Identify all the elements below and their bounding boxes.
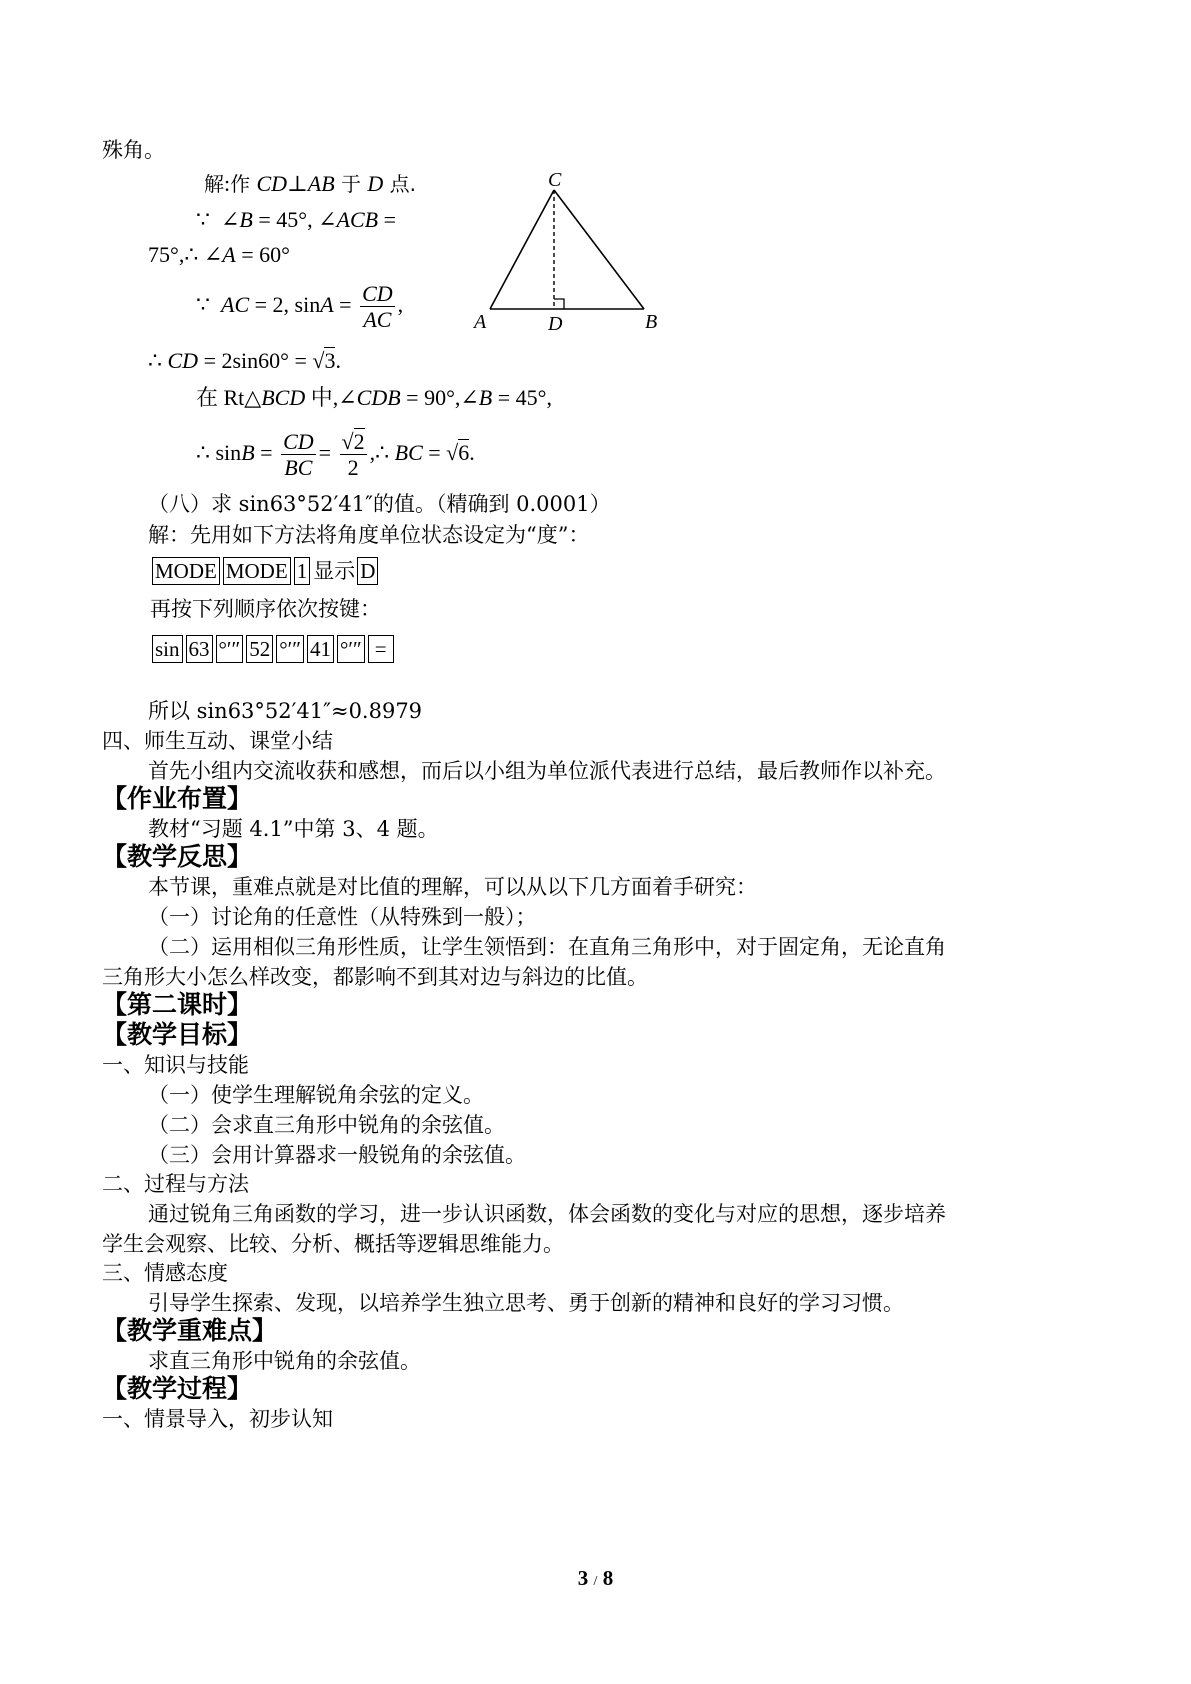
denominator: 2 — [347, 455, 359, 481]
text: = 2, sin — [249, 292, 321, 317]
sqrt-sign: √ — [446, 440, 459, 465]
process-item-1: 一、情景导入，初步认知 — [102, 1407, 333, 1431]
key-mode: MODE — [223, 557, 291, 585]
solution-line-6 — [196, 384, 552, 412]
segment-cd: CD — [167, 348, 199, 373]
key-dms: °′″ — [216, 635, 244, 663]
angle-cdb: CDB — [356, 385, 401, 410]
numerator — [340, 429, 367, 455]
text: = — [333, 292, 352, 317]
segment-ac: AC — [221, 292, 250, 317]
angle-acb: ∠ACB — [318, 207, 379, 232]
solution-line-5 — [148, 347, 341, 375]
key-points-body: 求直三角形中锐角的余弦值。 — [148, 1349, 421, 1373]
denominator: AC — [363, 307, 392, 333]
angle-a: A — [320, 292, 334, 317]
therefore-symbol: ∴ — [196, 440, 210, 465]
colon: : — [224, 171, 231, 196]
text: 75° — [148, 242, 179, 267]
section4-body: 首先小组内交流收获和感想，而后以小组为单位派代表进行总结，最后教师作以补充。 — [148, 759, 946, 783]
solution-line-7 — [196, 426, 475, 480]
text: 于 — [334, 172, 368, 196]
solution-label: 解 — [204, 172, 224, 196]
fraction-sqrt2-2 — [340, 429, 367, 480]
perp-symbol: ⊥ — [287, 171, 308, 196]
text: 点. — [383, 172, 416, 196]
side-ac — [490, 190, 554, 309]
key-sequence-2 — [152, 635, 397, 663]
part8-intro: 解：先用如下方法将角度单位状态设定为“度”： — [148, 523, 590, 547]
angle-b: B — [241, 440, 255, 465]
process-heading: 【教学过程】 — [102, 1374, 253, 1403]
text: 中,∠ — [305, 385, 357, 410]
second-lesson-heading: 【第二课时】 — [102, 990, 253, 1019]
text: = 90°,∠ — [400, 385, 479, 410]
radicand: 3 — [324, 348, 336, 373]
fraction-cd-bc — [281, 429, 316, 480]
goal-2-body: 通过锐角三角函数的学习，进一步认识函数，体会函数的变化与对应的思想，逐步培养 — [148, 1202, 946, 1226]
denominator: BC — [284, 455, 313, 481]
because-symbol: ∵ — [196, 292, 210, 317]
total-pages: 8 — [602, 1566, 614, 1590]
solution-line-3 — [148, 241, 290, 269]
goal-3-body: 引导学生探索、发现，以培养学生独立思考、勇于创新的精神和良好的学习习惯。 — [148, 1291, 904, 1315]
radicand: 2 — [353, 429, 365, 455]
text: . — [335, 348, 341, 373]
radicand: 6 — [458, 440, 470, 465]
label-b: B — [645, 311, 658, 333]
reflection-item-1: （一）讨论角的任意性（从特殊到一般）； — [148, 905, 537, 929]
triangle-bcd: BCD — [261, 385, 306, 410]
goal-1-title: 一、知识与技能 — [102, 1053, 249, 1077]
page-separator: / — [593, 1574, 598, 1589]
press-instruction: 再按下列顺序依次按键： — [150, 597, 381, 621]
label-c: C — [548, 169, 562, 191]
goal-3-title: 三、情感态度 — [102, 1261, 228, 1285]
display-d: D — [357, 557, 378, 585]
fraction-cd-ac — [360, 281, 395, 332]
key-points-heading: 【教学重难点】 — [102, 1316, 278, 1345]
homework-heading: 【作业布置】 — [102, 784, 253, 813]
reflection-item-2: （二）运用相似三角形性质，让学生领悟到：在直角三角形中，对于固定角，无论直角 — [148, 935, 946, 959]
display-text: 显示 — [313, 559, 356, 583]
text: 在 Rt△ — [196, 385, 262, 410]
text: sin — [215, 440, 242, 465]
angle-a: ∠A — [203, 242, 236, 267]
key-dms: °′″ — [337, 635, 365, 663]
goals-heading: 【教学目标】 — [102, 1020, 253, 1049]
right-angle-mark — [554, 299, 564, 309]
sqrt-sign: √ — [312, 348, 325, 373]
solution-line-1 — [204, 170, 416, 198]
text: 作 — [230, 172, 257, 196]
sqrt-sign: √ — [341, 429, 354, 455]
section4-title: 四、师生互动、课堂小结 — [102, 729, 333, 753]
therefore-symbol: ∴ — [148, 348, 162, 373]
numerator: CD — [362, 281, 393, 307]
text: = — [422, 440, 447, 465]
triangle-figure — [470, 162, 670, 342]
text: ,∴ — [369, 440, 395, 465]
goal-1-item: （一）使学生理解锐角余弦的定义。 — [148, 1083, 484, 1107]
text: = 45°, — [252, 207, 319, 232]
side-cb — [554, 190, 644, 309]
goal-2-body-cont: 学生会观察、比较、分析、概括等逻辑思维能力。 — [102, 1232, 564, 1256]
segment-cd: CD — [256, 171, 288, 196]
text: , — [397, 292, 404, 317]
key-equals: = — [368, 635, 394, 663]
text: = 2sin60° = — [198, 348, 313, 373]
key-sin: sin — [152, 635, 183, 663]
reflection-body: 本节课，重难点就是对比值的理解，可以从以下几方面着手研究： — [148, 875, 757, 899]
text: ,∴ — [178, 242, 204, 267]
label-a: A — [474, 311, 487, 333]
reflection-heading: 【教学反思】 — [102, 842, 253, 871]
key-41: 41 — [307, 635, 334, 663]
goal-2-title: 二、过程与方法 — [102, 1172, 249, 1196]
text: = — [318, 440, 332, 465]
continued-text: 殊角。 — [102, 138, 165, 162]
part8-title: （八）求 sin63°52′41″的值。（精确到 0.0001） — [148, 492, 611, 516]
label-d: D — [548, 313, 563, 335]
numerator: CD — [283, 429, 314, 455]
reflection-item-2-cont: 三角形大小怎么样改变，都影响不到其对边与斜边的比值。 — [102, 965, 648, 989]
current-page: 3 — [577, 1566, 589, 1590]
key-mode: MODE — [152, 557, 220, 585]
angle-b: ∠B — [221, 207, 253, 232]
homework-body: 教材“习题 4.1”中第 3、4 题。 — [148, 817, 439, 841]
part8-result: 所以 sin63°52′41″≈0.8979 — [148, 699, 423, 723]
text: = — [254, 440, 273, 465]
goal-1-item: （二）会求直三角形中锐角的余弦值。 — [148, 1113, 505, 1137]
segment-ab: AB — [307, 171, 335, 196]
solution-line-2 — [196, 206, 396, 234]
text: = 60° — [235, 242, 290, 267]
text: = 45°, — [492, 385, 552, 410]
key-dms: °′″ — [276, 635, 304, 663]
angle-b: B — [478, 385, 493, 410]
key-52: 52 — [246, 635, 273, 663]
key-1: 1 — [294, 557, 311, 585]
segment-bc: BC — [394, 440, 423, 465]
solution-line-4 — [196, 278, 403, 332]
text: = — [378, 207, 396, 232]
because-symbol: ∵ — [196, 207, 210, 232]
key-63: 63 — [186, 635, 213, 663]
page-number — [0, 1566, 1191, 1591]
key-sequence-1 — [152, 555, 381, 585]
point-d: D — [367, 171, 384, 196]
text: . — [469, 440, 475, 465]
goal-1-item: （三）会用计算器求一般锐角的余弦值。 — [148, 1143, 526, 1167]
